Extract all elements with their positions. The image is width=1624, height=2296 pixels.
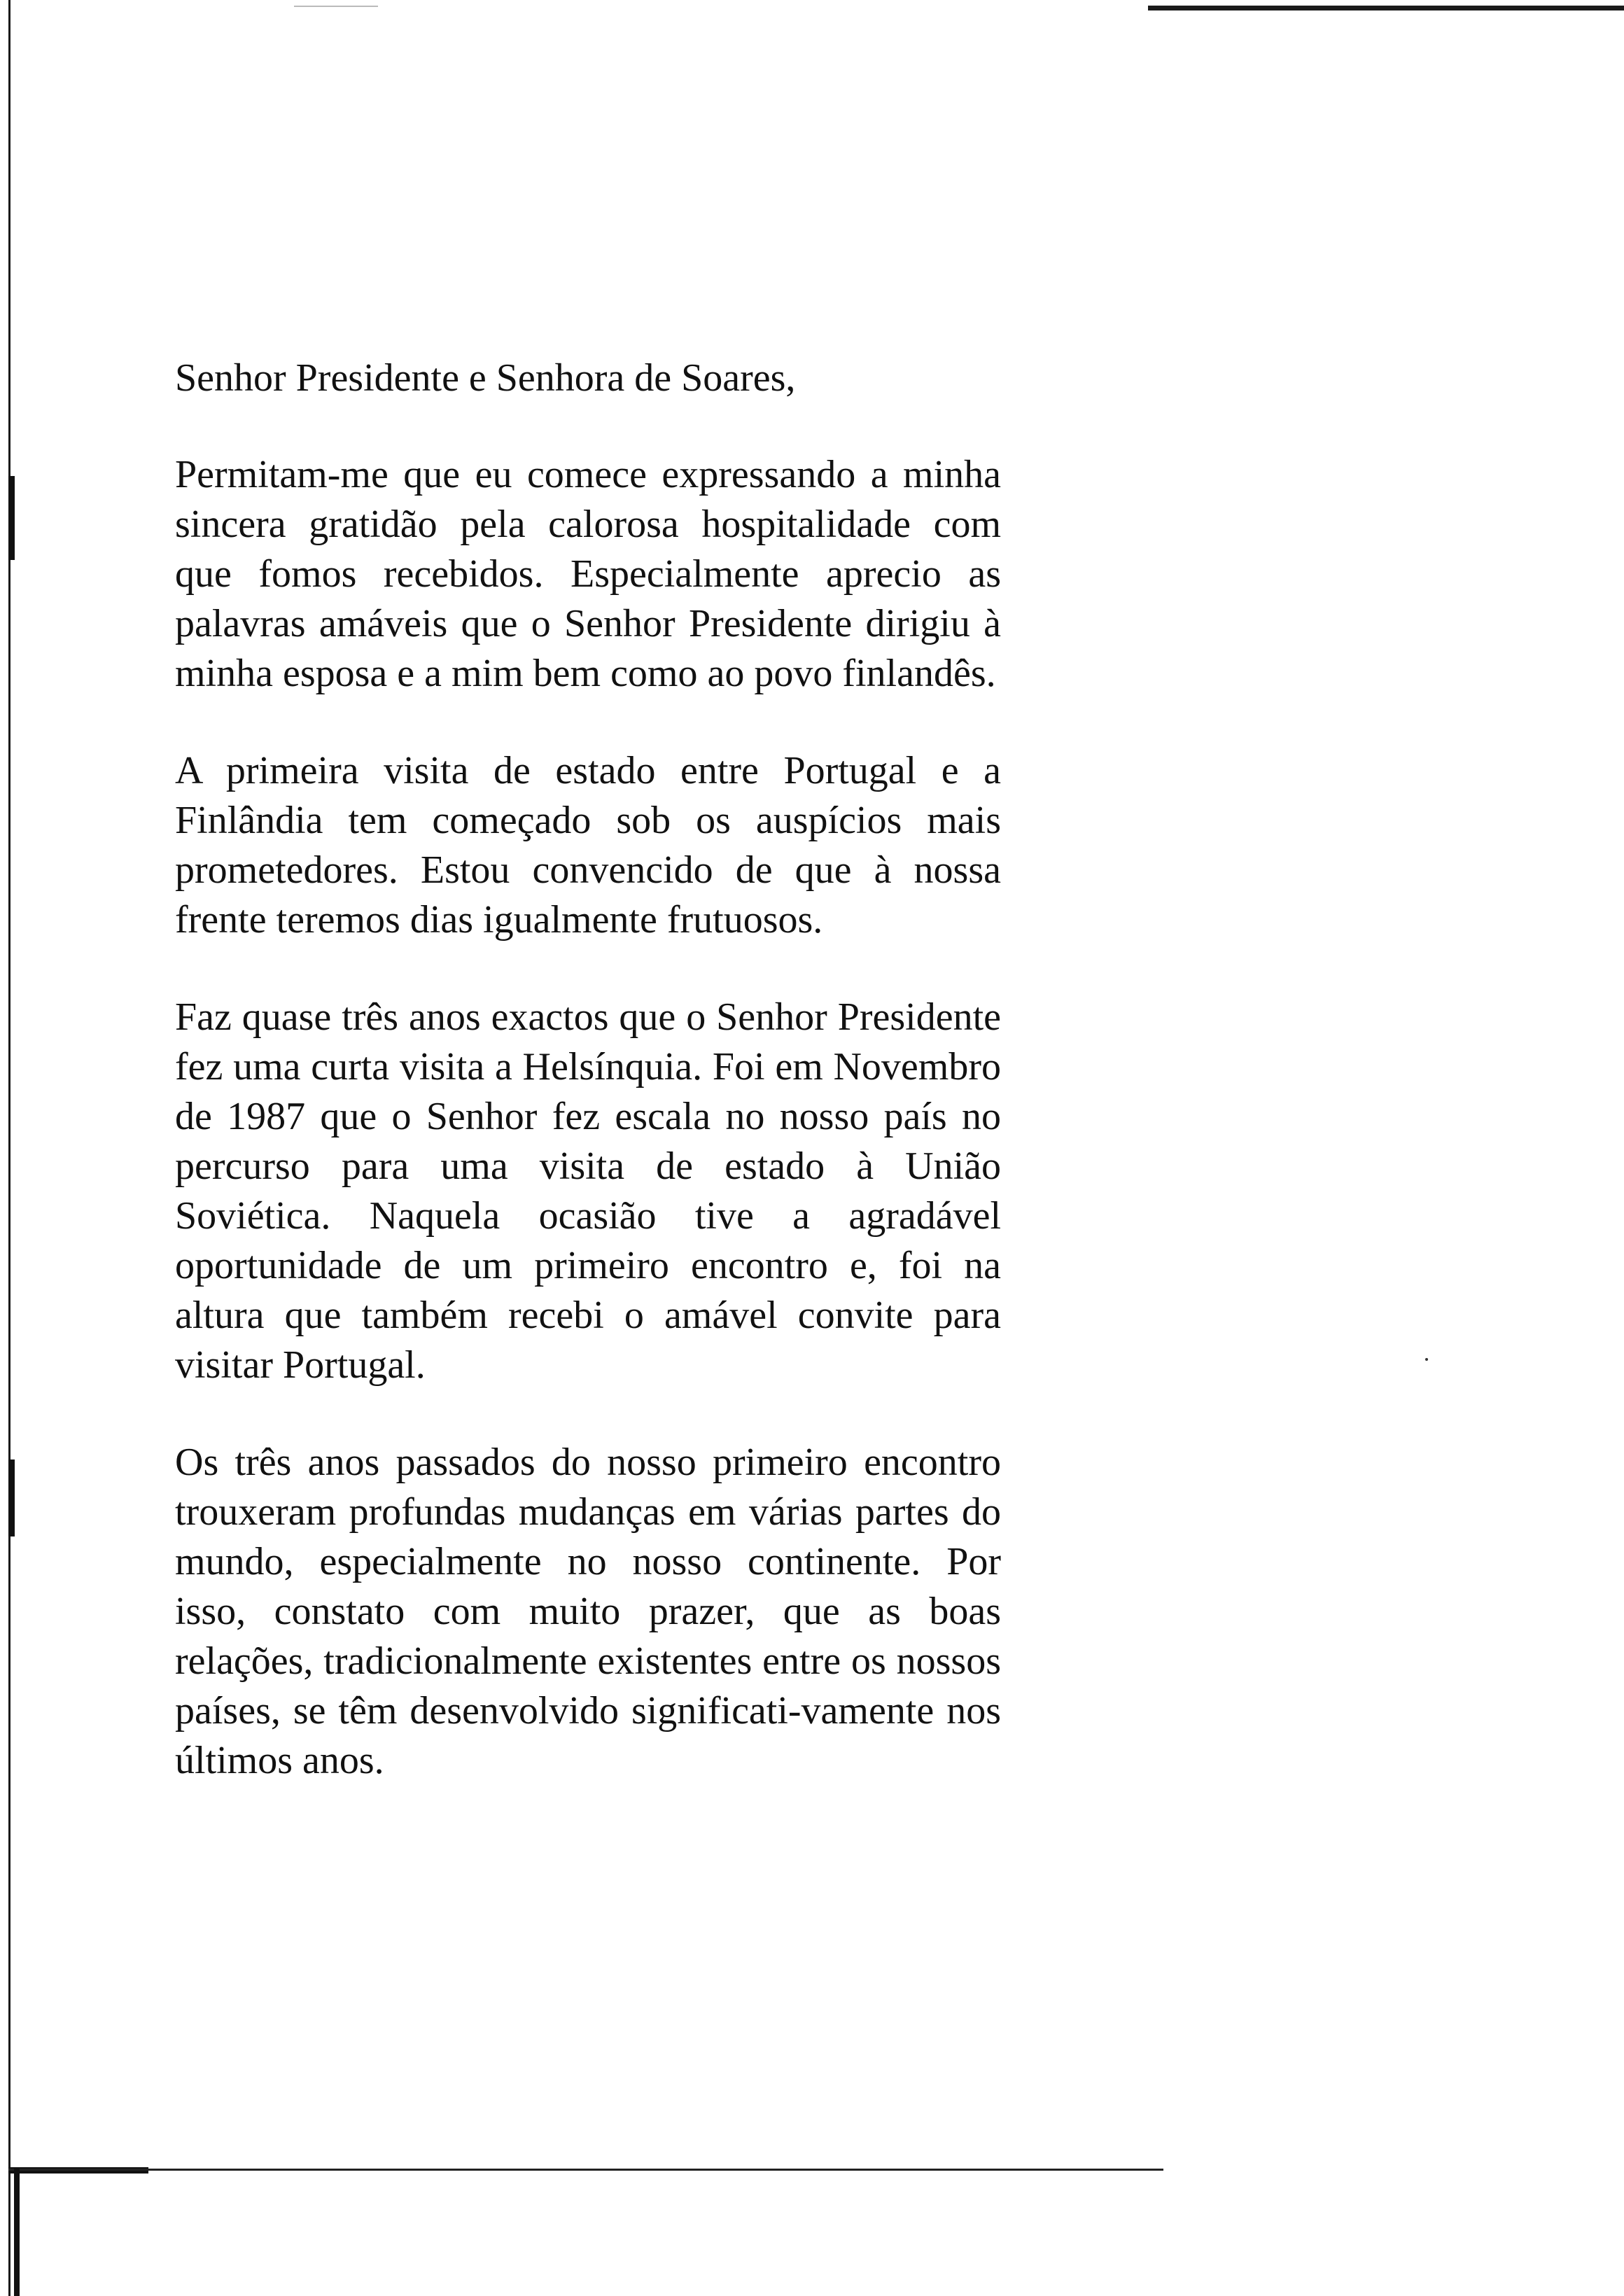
scan-edge-mark [8, 476, 15, 560]
paragraph: A primeira visita de estado entre Portugal e a Finlândia tem começado sob os auspícios mais prometedores. Estou convencido de que à nossa frente teremos dias igualmente frutuosos. [175, 749, 1001, 941]
paragraph: Permitam-me que eu comece expressando a minha sincera gratidão pela calorosa hospitalidade com que fomos recebidos. Especialmente aprecio as palavras amáveis que o Senhor Presidente dirigiu à minha esposa e a mim bem como ao povo finlandês. [175, 453, 1001, 695]
paragraph: Os três anos passados do nosso primeiro encontro trouxeram profundas mudanças em várias partes do mundo, especialmente no nosso continente. Por isso, constato com muito prazer, que as boas relações, tradicionalmente existentes entre os nossos países, se têm desenvolvido significati-vamente nos últimos anos. [175, 1441, 1001, 1782]
scan-edge-left [8, 0, 10, 2296]
salutation: Senhor Presidente e Senhora de Soares, [175, 356, 796, 400]
letter-body [175, 354, 1001, 1833]
scan-edge-mark [8, 1460, 15, 1536]
scan-edge-mark [14, 2169, 20, 2296]
scan-edge-bottom [8, 2169, 1163, 2171]
scan-edge-top-faint [294, 6, 378, 7]
scan-edge-top [1148, 6, 1624, 10]
scan-speck [1425, 1358, 1428, 1361]
paragraph: Faz quase três anos exactos que o Senhor Presidente fez uma curta visita a Helsínquia. Foi em Novembro de 1987 que o Senhor fez escala no nosso país no percurso para uma visita de estado à União Soviética. Naquela ocasião tive a agradável oportunidade de um primeiro encontro e, foi na altura que também recebi o amável convite para visitar Portugal. [175, 995, 1001, 1387]
